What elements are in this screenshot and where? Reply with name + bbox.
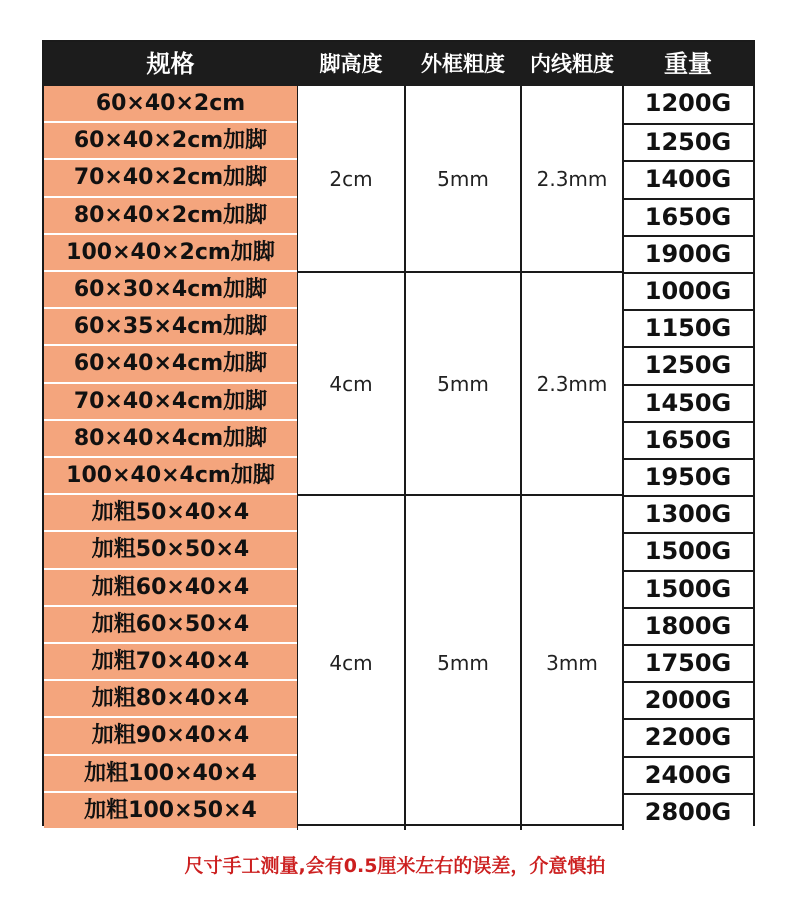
weight-cell: 2000G	[623, 681, 753, 718]
spec-cell: 70×40×2cm加脚	[44, 160, 297, 197]
header-inner-line-thickness: 内线粗度	[530, 52, 614, 76]
inner-line-thickness-cell: 2.3mm	[536, 371, 608, 396]
spec-cell: 80×40×4cm加脚	[44, 421, 297, 458]
weight-cell: 1250G	[623, 346, 753, 383]
spec-cell: 70×40×4cm加脚	[44, 384, 297, 421]
group-divider	[297, 271, 623, 273]
weight-cell: 1000G	[623, 272, 753, 309]
frame-thickness-cell: 5mm	[437, 167, 489, 191]
spec-cell: 60×40×4cm加脚	[44, 346, 297, 383]
foot-height-cell: 4cm	[329, 371, 373, 396]
weight-cell: 1150G	[623, 309, 753, 346]
spec-cell: 加粗50×50×4	[44, 532, 297, 569]
weight-cell: 1250G	[623, 123, 753, 160]
spec-cell: 加粗60×40×4	[44, 570, 297, 607]
frame-thickness-cell: 5mm	[437, 371, 489, 396]
weight-cell: 1650G	[623, 421, 753, 458]
header-frame-thickness: 外框粗度	[421, 52, 505, 76]
spec-cell: 加粗100×50×4	[44, 793, 297, 830]
spec-cell: 加粗50×40×4	[44, 495, 297, 532]
weight-cell: 1750G	[623, 644, 753, 681]
weight-cell: 1650G	[623, 198, 753, 235]
weight-cell: 2800G	[623, 793, 753, 830]
spec-cell: 加粗90×40×4	[44, 718, 297, 755]
column-divider	[520, 86, 522, 830]
spec-cell: 加粗60×50×4	[44, 607, 297, 644]
weight-cell: 1900G	[623, 235, 753, 272]
weight-cell: 1300G	[623, 495, 753, 532]
weight-cell: 1500G	[623, 570, 753, 607]
weight-cell: 1500G	[623, 532, 753, 569]
spec-cell: 60×30×4cm加脚	[44, 272, 297, 309]
weight-cell: 2200G	[623, 718, 753, 755]
spec-table	[42, 40, 755, 826]
group-divider	[297, 494, 623, 496]
inner-line-thickness-cell: 3mm	[546, 650, 598, 675]
spec-cell: 80×40×2cm加脚	[44, 198, 297, 235]
weight-cell: 1800G	[623, 607, 753, 644]
weight-cell: 1450G	[623, 384, 753, 421]
weight-column	[623, 86, 753, 830]
inner-line-thickness-cell: 2.3mm	[536, 167, 608, 191]
spec-cell: 加粗70×40×4	[44, 644, 297, 681]
table-header	[44, 42, 753, 86]
weight-cell: 2400G	[623, 756, 753, 793]
spec-cell: 60×35×4cm加脚	[44, 309, 297, 346]
foot-height-cell: 2cm	[329, 167, 373, 191]
header-weight: 重量	[664, 50, 712, 78]
column-divider	[404, 86, 406, 830]
measurement-footnote: 尺寸手工测量,会有0.5厘米左右的误差，介意慎拍	[184, 855, 606, 877]
spec-cell: 60×40×2cm	[44, 86, 297, 123]
spec-cell: 100×40×4cm加脚	[44, 458, 297, 495]
weight-cell: 1950G	[623, 458, 753, 495]
frame-thickness-cell: 5mm	[437, 650, 489, 675]
header-foot-height: 脚高度	[319, 52, 383, 76]
column-divider	[622, 86, 624, 830]
spec-cell: 加粗80×40×4	[44, 681, 297, 718]
spec-cell: 加粗100×40×4	[44, 756, 297, 793]
weight-cell: 1400G	[623, 160, 753, 197]
spec-cell: 60×40×2cm加脚	[44, 123, 297, 160]
header-spec: 规格	[146, 50, 195, 78]
spec-cell: 100×40×2cm加脚	[44, 235, 297, 272]
weight-cell: 1200G	[644, 89, 732, 117]
foot-height-cell: 4cm	[329, 650, 373, 675]
